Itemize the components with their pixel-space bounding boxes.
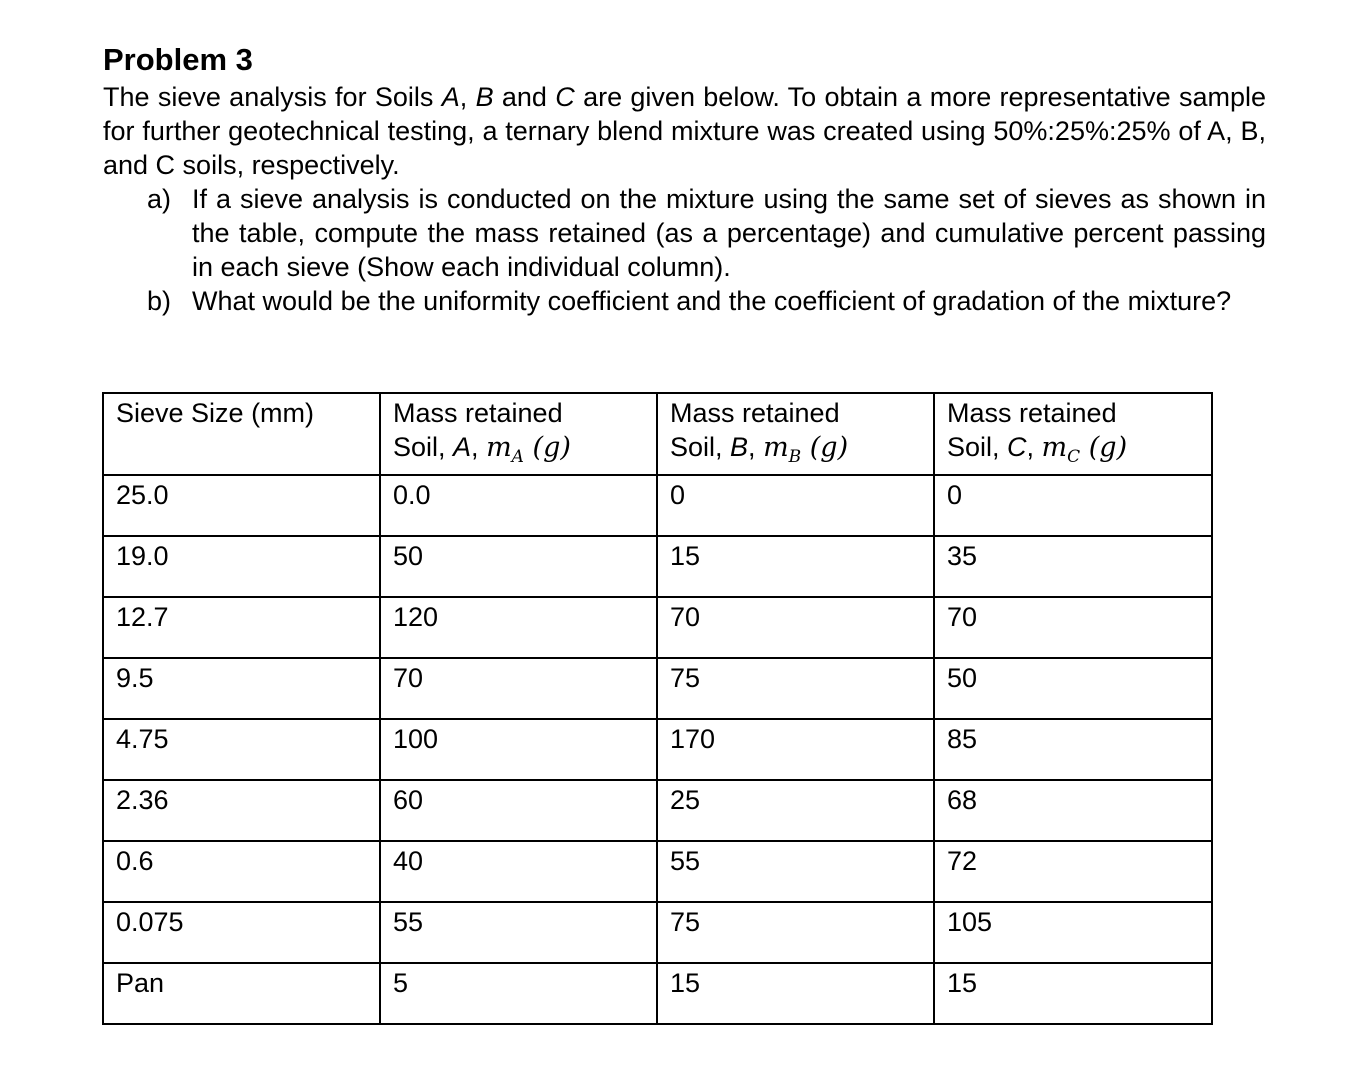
- part-b-marker: b): [147, 286, 172, 316]
- header-c-line1: Mass retained: [947, 398, 1117, 428]
- cell-mass-a: 60: [380, 780, 657, 841]
- table-row: [103, 719, 1212, 780]
- header-b-unit: (g): [801, 432, 849, 463]
- table-row: [103, 963, 1212, 1024]
- cell-mass-c: 70: [934, 597, 1212, 658]
- table-row: [103, 658, 1212, 719]
- cell-sieve-size: 12.7: [103, 597, 380, 658]
- header-c-math: [1041, 432, 1128, 467]
- cell-mass-b: 70: [657, 597, 934, 658]
- cell-sieve-size: 0.075: [103, 902, 380, 963]
- cell-sieve-size: 2.36: [103, 780, 380, 841]
- cell-mass-b: 170: [657, 719, 934, 780]
- problem-title: Problem 3: [103, 42, 253, 77]
- header-b-soil: B: [730, 432, 749, 462]
- cell-sieve-size: 9.5: [103, 658, 380, 719]
- intro-soil-b: B: [475, 82, 494, 112]
- sieve-analysis-table: [102, 392, 1213, 1025]
- cell-sieve-size: 19.0: [103, 536, 380, 597]
- cell-mass-b: 75: [657, 902, 934, 963]
- cell-mass-c: 35: [934, 536, 1212, 597]
- problem-intro: [103, 80, 1266, 182]
- table-header-row: [103, 393, 1212, 475]
- header-b-symbol: m: [763, 432, 789, 463]
- cell-mass-c: 15: [934, 963, 1212, 1024]
- cell-mass-c: 72: [934, 841, 1212, 902]
- header-c-symbol: m: [1041, 432, 1068, 463]
- cell-mass-b: 75: [657, 658, 934, 719]
- header-a-math: [486, 432, 571, 467]
- cell-sieve-size: 0.6: [103, 841, 380, 902]
- cell-mass-a: 120: [380, 597, 657, 658]
- cell-sieve-size: Pan: [103, 963, 380, 1024]
- cell-mass-c: 105: [934, 902, 1212, 963]
- table-row: [103, 536, 1212, 597]
- problem-document: [103, 40, 1266, 318]
- header-b-subscript: B: [788, 447, 802, 467]
- cell-mass-c: 85: [934, 719, 1212, 780]
- header-mass-soil-b: [657, 393, 934, 475]
- cell-mass-a: 40: [380, 841, 657, 902]
- table-row: [103, 841, 1212, 902]
- cell-mass-a: 70: [380, 658, 657, 719]
- cell-mass-c: 68: [934, 780, 1212, 841]
- cell-sieve-size: 4.75: [103, 719, 380, 780]
- header-c-unit: (g): [1080, 432, 1128, 463]
- cell-mass-a: 5: [380, 963, 657, 1024]
- header-a-sep: ,: [471, 432, 487, 462]
- part-a-marker: a): [147, 184, 172, 214]
- header-mass-soil-a: [380, 393, 657, 475]
- table-row: [103, 902, 1212, 963]
- intro-text-start: The sieve analysis for Soils: [103, 82, 442, 112]
- cell-mass-a: 50: [380, 536, 657, 597]
- header-a-symbol: m: [486, 432, 512, 463]
- header-c-sep: ,: [1026, 432, 1042, 462]
- intro-soil-a: A: [441, 82, 460, 112]
- header-b-math: [763, 432, 849, 467]
- table-row: [103, 780, 1212, 841]
- cell-mass-a: 55: [380, 902, 657, 963]
- header-c-subscript: C: [1067, 447, 1081, 467]
- header-c-soil-label: Soil,: [947, 432, 1008, 462]
- problem-part-b: [103, 284, 1266, 318]
- part-a-text: If a sieve analysis is conducted on the mixture using the same set of sieves as shown in the table, compute the mass retained (as a percentage) and cumulative percent passing in each sieve (Show each individual column).: [192, 184, 1266, 282]
- header-a-line1: Mass retained: [393, 398, 563, 428]
- intro-text-end: are given below. To obtain a more representative sample for further geotechnical testing, a ternary blend mixture was created using 50%:25%:25% of A, B, and C soils, respectively.: [103, 82, 1266, 180]
- header-sieve-size: Sieve Size (mm): [103, 393, 380, 475]
- cell-mass-a: 100: [380, 719, 657, 780]
- header-a-soil: A: [453, 432, 472, 462]
- header-b-sep: ,: [748, 432, 764, 462]
- header-b-line1: Mass retained: [670, 398, 840, 428]
- cell-mass-b: 15: [657, 963, 934, 1024]
- header-b-soil-label: Soil,: [670, 432, 731, 462]
- cell-mass-b: 25: [657, 780, 934, 841]
- cell-mass-c: 50: [934, 658, 1212, 719]
- cell-mass-b: 0: [657, 475, 934, 536]
- problem-part-a: [103, 182, 1266, 284]
- intro-and: and: [493, 82, 556, 112]
- intro-separator: ,: [459, 82, 476, 112]
- header-a-unit: (g): [523, 432, 571, 463]
- part-b-text: What would be the uniformity coefficient and the coefficient of gradation of the mixture?: [192, 286, 1232, 316]
- cell-mass-b: 55: [657, 841, 934, 902]
- problem-parts-list: [103, 182, 1266, 318]
- cell-mass-a: 0.0: [380, 475, 657, 536]
- header-a-soil-label: Soil,: [393, 432, 454, 462]
- header-a-subscript: A: [511, 447, 524, 467]
- header-mass-soil-c: [934, 393, 1212, 475]
- table-row: [103, 475, 1212, 536]
- intro-soil-c: C: [555, 82, 575, 112]
- cell-mass-b: 15: [657, 536, 934, 597]
- cell-mass-c: 0: [934, 475, 1212, 536]
- table-row: [103, 597, 1212, 658]
- cell-sieve-size: 25.0: [103, 475, 380, 536]
- header-c-soil: C: [1007, 432, 1027, 462]
